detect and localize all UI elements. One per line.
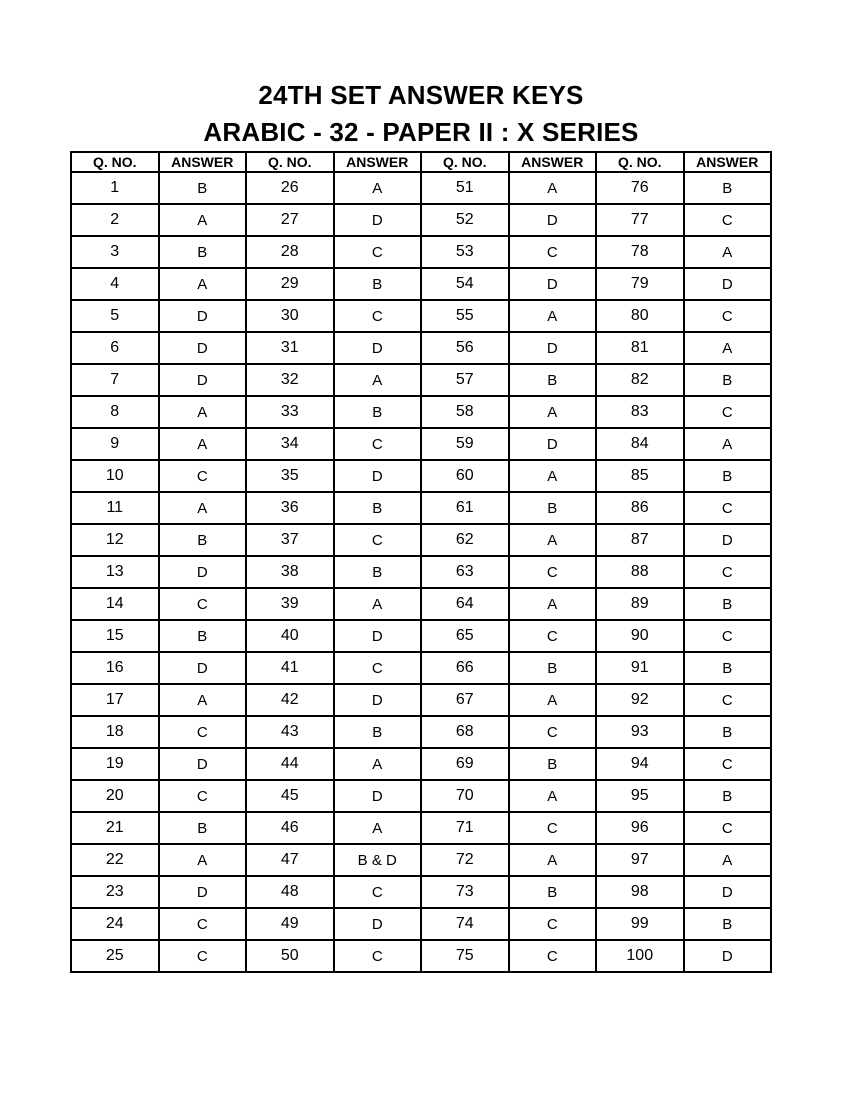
question-number-cell: 11 (71, 492, 159, 524)
answer-cell: B (509, 492, 597, 524)
answer-cell: B (684, 908, 772, 940)
answer-cell: C (684, 204, 772, 236)
answer-cell: C (334, 428, 422, 460)
question-number-cell: 8 (71, 396, 159, 428)
question-number-cell: 81 (596, 332, 684, 364)
answer-cell: B (684, 652, 772, 684)
question-number-cell: 76 (596, 172, 684, 204)
answer-cell: B (684, 364, 772, 396)
question-number-cell: 97 (596, 844, 684, 876)
table-row (71, 428, 771, 460)
question-number-cell: 66 (421, 652, 509, 684)
answer-cell: A (684, 844, 772, 876)
question-number-cell: 26 (246, 172, 334, 204)
answer-cell: D (334, 908, 422, 940)
question-number-cell: 92 (596, 684, 684, 716)
answer-cell: B (159, 620, 247, 652)
answer-cell: D (684, 268, 772, 300)
answer-cell: C (684, 748, 772, 780)
answer-cell: D (334, 684, 422, 716)
answer-cell: B (509, 364, 597, 396)
table-row (71, 556, 771, 588)
answer-cell: B (159, 524, 247, 556)
question-number-cell: 91 (596, 652, 684, 684)
question-number-cell: 35 (246, 460, 334, 492)
question-number-cell: 58 (421, 396, 509, 428)
table-row (71, 236, 771, 268)
answer-cell: D (334, 620, 422, 652)
table-row (71, 332, 771, 364)
question-number-cell: 4 (71, 268, 159, 300)
question-number-cell: 9 (71, 428, 159, 460)
question-number-cell: 23 (71, 876, 159, 908)
table-row (71, 940, 771, 972)
table-row (71, 716, 771, 748)
question-number-cell: 70 (421, 780, 509, 812)
answer-cell: C (509, 620, 597, 652)
answer-cell: C (684, 396, 772, 428)
answer-cell: A (159, 844, 247, 876)
answer-cell: C (684, 620, 772, 652)
question-number-cell: 85 (596, 460, 684, 492)
page-subtitle: ARABIC - 32 - PAPER II : X SERIES (203, 117, 639, 147)
table-row (71, 620, 771, 652)
question-number-cell: 39 (246, 588, 334, 620)
answer-cell: A (509, 396, 597, 428)
answer-cell: C (509, 908, 597, 940)
header-answer: ANSWER (684, 152, 772, 172)
question-number-cell: 36 (246, 492, 334, 524)
answer-cell: D (684, 940, 772, 972)
question-number-cell: 47 (246, 844, 334, 876)
answer-cell: B (509, 876, 597, 908)
header-question-number: Q. NO. (246, 152, 334, 172)
answer-cell: B (334, 396, 422, 428)
question-number-cell: 40 (246, 620, 334, 652)
question-number-cell: 21 (71, 812, 159, 844)
answer-cell: C (334, 524, 422, 556)
answer-cell: C (509, 940, 597, 972)
header-question-number: Q. NO. (71, 152, 159, 172)
question-number-cell: 71 (421, 812, 509, 844)
answer-cell: C (334, 940, 422, 972)
question-number-cell: 44 (246, 748, 334, 780)
answer-cell: A (159, 684, 247, 716)
question-number-cell: 83 (596, 396, 684, 428)
table-row (71, 684, 771, 716)
answer-cell: D (509, 332, 597, 364)
answer-cell: D (159, 652, 247, 684)
question-number-cell: 14 (71, 588, 159, 620)
answer-cell: A (684, 236, 772, 268)
question-number-cell: 50 (246, 940, 334, 972)
question-number-cell: 10 (71, 460, 159, 492)
table-row (71, 748, 771, 780)
table-header (71, 152, 771, 172)
question-number-cell: 7 (71, 364, 159, 396)
question-number-cell: 28 (246, 236, 334, 268)
answer-cell: A (509, 524, 597, 556)
answer-cell: C (334, 652, 422, 684)
answer-cell: A (159, 268, 247, 300)
answer-cell: D (334, 780, 422, 812)
answer-cell: A (684, 428, 772, 460)
question-number-cell: 13 (71, 556, 159, 588)
answer-cell: B (159, 236, 247, 268)
question-number-cell: 87 (596, 524, 684, 556)
answer-cell: A (509, 780, 597, 812)
answer-cell: B (334, 492, 422, 524)
answer-cell: C (159, 460, 247, 492)
answer-cell: B (159, 812, 247, 844)
answer-cell: A (509, 588, 597, 620)
question-number-cell: 61 (421, 492, 509, 524)
answer-cell: A (509, 684, 597, 716)
question-number-cell: 22 (71, 844, 159, 876)
table-row (71, 396, 771, 428)
question-number-cell: 48 (246, 876, 334, 908)
answer-cell: A (334, 172, 422, 204)
answer-cell: C (159, 716, 247, 748)
question-number-cell: 42 (246, 684, 334, 716)
question-number-cell: 19 (71, 748, 159, 780)
question-number-cell: 99 (596, 908, 684, 940)
answer-cell: A (509, 300, 597, 332)
header-question-number: Q. NO. (596, 152, 684, 172)
question-number-cell: 100 (596, 940, 684, 972)
table-row (71, 364, 771, 396)
question-number-cell: 84 (596, 428, 684, 460)
question-number-cell: 89 (596, 588, 684, 620)
answer-cell: B (159, 172, 247, 204)
answer-cell: B (684, 460, 772, 492)
answer-cell: A (509, 172, 597, 204)
answer-cell: A (159, 396, 247, 428)
question-number-cell: 98 (596, 876, 684, 908)
question-number-cell: 46 (246, 812, 334, 844)
answer-cell: D (684, 876, 772, 908)
question-number-cell: 65 (421, 620, 509, 652)
answer-cell: C (334, 236, 422, 268)
header-row (71, 152, 771, 172)
answer-cell: A (159, 492, 247, 524)
answer-cell: A (509, 844, 597, 876)
answer-cell: C (509, 236, 597, 268)
answer-cell: D (159, 748, 247, 780)
header-answer: ANSWER (159, 152, 247, 172)
question-number-cell: 60 (421, 460, 509, 492)
answer-cell: C (509, 556, 597, 588)
question-number-cell: 75 (421, 940, 509, 972)
answer-cell: A (684, 332, 772, 364)
answer-cell: D (334, 204, 422, 236)
answer-cell: C (684, 300, 772, 332)
header-answer: ANSWER (509, 152, 597, 172)
answer-cell: B (509, 652, 597, 684)
question-number-cell: 55 (421, 300, 509, 332)
answer-cell: B (684, 172, 772, 204)
answer-cell: D (159, 300, 247, 332)
answer-cell: D (334, 332, 422, 364)
table-row (71, 780, 771, 812)
question-number-cell: 56 (421, 332, 509, 364)
question-number-cell: 32 (246, 364, 334, 396)
answer-cell: B (334, 556, 422, 588)
question-number-cell: 18 (71, 716, 159, 748)
answer-cell: D (159, 364, 247, 396)
table-row (71, 300, 771, 332)
answer-cell: D (159, 556, 247, 588)
answer-cell: C (509, 716, 597, 748)
question-number-cell: 27 (246, 204, 334, 236)
question-number-cell: 52 (421, 204, 509, 236)
answer-cell: C (159, 940, 247, 972)
question-number-cell: 63 (421, 556, 509, 588)
question-number-cell: 5 (71, 300, 159, 332)
answer-cell: C (159, 908, 247, 940)
question-number-cell: 90 (596, 620, 684, 652)
question-number-cell: 38 (246, 556, 334, 588)
question-number-cell: 69 (421, 748, 509, 780)
answer-cell: C (159, 780, 247, 812)
question-number-cell: 6 (71, 332, 159, 364)
answer-cell: C (684, 556, 772, 588)
answer-cell: B (334, 716, 422, 748)
question-number-cell: 12 (71, 524, 159, 556)
question-number-cell: 77 (596, 204, 684, 236)
table-row (71, 204, 771, 236)
page-title: 24TH SET ANSWER KEYS (258, 80, 584, 110)
question-number-cell: 82 (596, 364, 684, 396)
question-number-cell: 59 (421, 428, 509, 460)
question-number-cell: 33 (246, 396, 334, 428)
table-row (71, 268, 771, 300)
question-number-cell: 20 (71, 780, 159, 812)
question-number-cell: 24 (71, 908, 159, 940)
question-number-cell: 37 (246, 524, 334, 556)
question-number-cell: 49 (246, 908, 334, 940)
question-number-cell: 96 (596, 812, 684, 844)
question-number-cell: 94 (596, 748, 684, 780)
answer-cell: B (684, 588, 772, 620)
table-row (71, 812, 771, 844)
question-number-cell: 53 (421, 236, 509, 268)
answer-key-table (70, 151, 772, 973)
table-row (71, 172, 771, 204)
question-number-cell: 62 (421, 524, 509, 556)
table-row (71, 652, 771, 684)
question-number-cell: 16 (71, 652, 159, 684)
question-number-cell: 93 (596, 716, 684, 748)
table-row (71, 588, 771, 620)
answer-cell: D (159, 332, 247, 364)
question-number-cell: 34 (246, 428, 334, 460)
answer-cell: D (159, 876, 247, 908)
question-number-cell: 1 (71, 172, 159, 204)
question-number-cell: 78 (596, 236, 684, 268)
question-number-cell: 43 (246, 716, 334, 748)
answer-cell: B (684, 716, 772, 748)
answer-cell: C (334, 876, 422, 908)
question-number-cell: 51 (421, 172, 509, 204)
answer-cell: B & D (334, 844, 422, 876)
question-number-cell: 45 (246, 780, 334, 812)
answer-cell: D (334, 460, 422, 492)
answer-cell: A (509, 460, 597, 492)
header-question-number: Q. NO. (421, 152, 509, 172)
question-number-cell: 25 (71, 940, 159, 972)
question-number-cell: 95 (596, 780, 684, 812)
question-number-cell: 29 (246, 268, 334, 300)
answer-cell: A (334, 364, 422, 396)
question-number-cell: 88 (596, 556, 684, 588)
table-body (71, 172, 771, 972)
table-row (71, 524, 771, 556)
question-number-cell: 79 (596, 268, 684, 300)
question-number-cell: 54 (421, 268, 509, 300)
answer-cell: B (334, 268, 422, 300)
question-number-cell: 64 (421, 588, 509, 620)
question-number-cell: 17 (71, 684, 159, 716)
answer-cell: A (334, 812, 422, 844)
question-number-cell: 57 (421, 364, 509, 396)
question-number-cell: 67 (421, 684, 509, 716)
question-number-cell: 80 (596, 300, 684, 332)
question-number-cell: 31 (246, 332, 334, 364)
question-number-cell: 3 (71, 236, 159, 268)
question-number-cell: 86 (596, 492, 684, 524)
question-number-cell: 68 (421, 716, 509, 748)
answer-cell: A (334, 748, 422, 780)
answer-cell: A (334, 588, 422, 620)
answer-cell: A (159, 204, 247, 236)
table-row (71, 492, 771, 524)
answer-cell: A (159, 428, 247, 460)
question-number-cell: 41 (246, 652, 334, 684)
answer-cell: D (684, 524, 772, 556)
answer-cell: C (509, 812, 597, 844)
answer-cell: C (684, 492, 772, 524)
answer-cell: C (684, 812, 772, 844)
answer-cell: B (684, 780, 772, 812)
question-number-cell: 74 (421, 908, 509, 940)
answer-cell: C (159, 588, 247, 620)
answer-cell: C (334, 300, 422, 332)
answer-cell: B (509, 748, 597, 780)
table-row (71, 460, 771, 492)
question-number-cell: 73 (421, 876, 509, 908)
question-number-cell: 30 (246, 300, 334, 332)
answer-cell: D (509, 268, 597, 300)
answer-cell: C (684, 684, 772, 716)
answer-cell: D (509, 428, 597, 460)
question-number-cell: 15 (71, 620, 159, 652)
table-row (71, 908, 771, 940)
table-row (71, 876, 771, 908)
answer-cell: D (509, 204, 597, 236)
table-row (71, 844, 771, 876)
header-answer: ANSWER (334, 152, 422, 172)
question-number-cell: 72 (421, 844, 509, 876)
question-number-cell: 2 (71, 204, 159, 236)
